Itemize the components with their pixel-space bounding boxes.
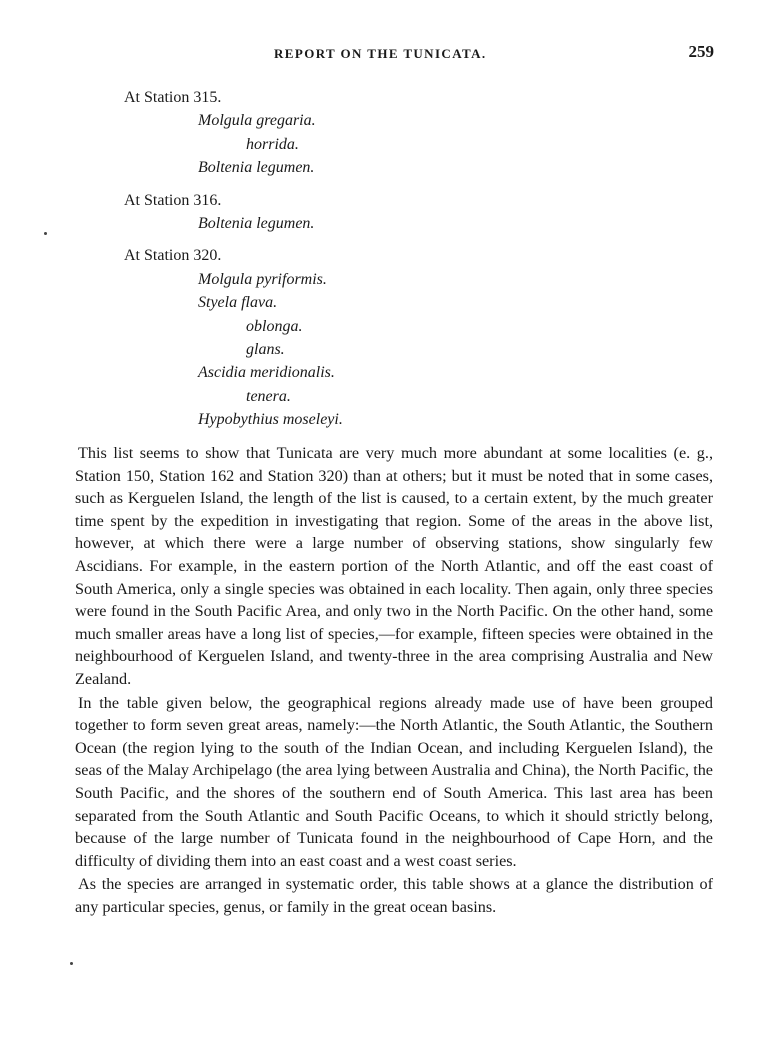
station-316 xyxy=(0,189,776,236)
species-entry: Hypobythius moseleyi. xyxy=(198,411,343,429)
stray-mark-dot xyxy=(70,962,73,965)
species-entry: Molgula gregaria. xyxy=(198,112,316,130)
species-entry: horrida. xyxy=(246,135,299,153)
page-number: 259 xyxy=(688,42,714,61)
paragraph: In the table given below, the geographical regions already made use of have been grouped together to form seven great areas, namely:—the North Atlantic, the South Atlantic, the Southern Ocean (the region lying to the south of the Indian Ocean, and including Kerguelen Island), the seas of the Malay Archipelago (the area lying between Australia and China), the North Pacific, the South Pacific, and the shores of the southern end of South America. This last area has been separated from the South Atlantic and South Pacific Oceans, to which it should strictly belong, because of the large number of Tunicata found in the neighbourhood of Cape Horn, and the difficulty of dividing them into an east coast and a west coast series. xyxy=(75,693,713,870)
species-entry: Styela flava. xyxy=(198,294,278,312)
species-entry: Molgula pyriformis. xyxy=(198,270,327,288)
paragraph: As the species are arranged in systematic order, this table shows at a glance the distribution of any particular species, genus, or family in the great ocean basins. xyxy=(75,875,713,916)
running-title: REPORT ON THE TUNICATA. xyxy=(274,46,487,61)
station-heading: At Station 320. xyxy=(124,247,222,265)
page-header xyxy=(0,40,776,66)
species-entry: Ascidia meridionalis. xyxy=(198,364,335,382)
species-entry: glans. xyxy=(246,341,285,359)
station-heading: At Station 315. xyxy=(124,89,222,106)
body-text xyxy=(75,442,713,919)
station-320 xyxy=(0,244,776,431)
station-315 xyxy=(0,86,776,180)
paragraph: This list seems to show that Tunicata are very much more abundant at some localities (e. g., Station 150, Station 162 and Station 320) than at others; but it must be noted that in some cases, such as Kerguelen Island, the length of the list is caused, to a certain extent, by the much greater time spent by the expedition in investigating that region. Some of the areas in the above list, however, at which there were a large number of observing stations, show singularly few Ascidians. For example, in the eastern portion of the North Atlantic, and off the east coast of South America, only a single species was obtained in each locality. Then again, only three species were found in the South Pacific Area, and only two in the North Pacific. On the other hand, some much smaller areas have a long list of species,—for example, fifteen species were obtained in the neighbourhood of Kerguelen Island, and twenty-three in the area comprising Australia and New Zealand. xyxy=(75,444,713,688)
species-entry: Boltenia legumen. xyxy=(198,215,315,233)
species-entry: oblonga. xyxy=(246,317,303,335)
species-entry: Boltenia legumen. xyxy=(198,159,315,177)
station-list xyxy=(0,86,776,441)
station-heading: At Station 316. xyxy=(124,191,222,209)
species-entry: tenera. xyxy=(246,387,291,405)
